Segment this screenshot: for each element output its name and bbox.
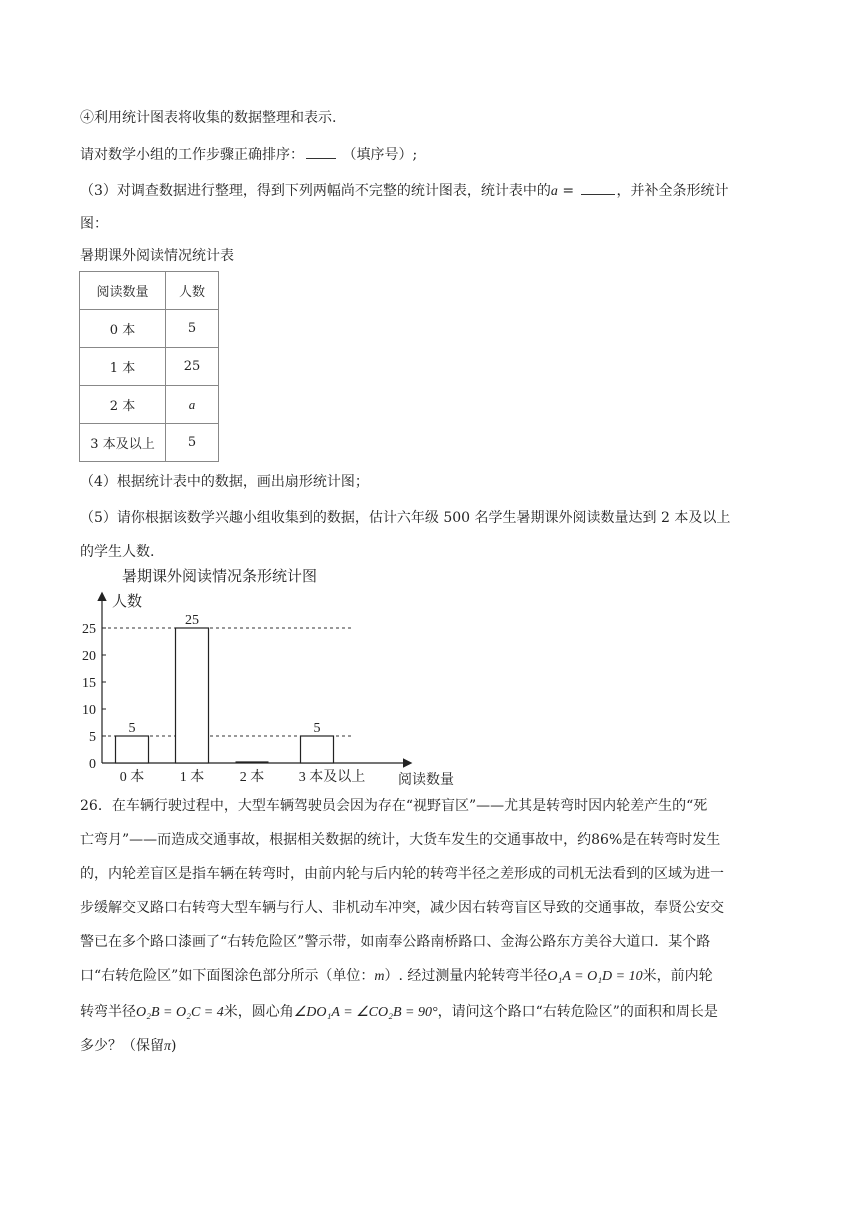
table-title: 暑期课外阅读情况统计表 bbox=[80, 248, 234, 264]
table-row bbox=[80, 424, 219, 462]
problem-26-line-8-a: 多少？（保留 bbox=[80, 1038, 164, 1054]
table-cell: 3 本及以上 bbox=[80, 424, 166, 462]
table-row bbox=[80, 310, 219, 348]
bar bbox=[116, 736, 149, 763]
formula-front-radius: O₂B = O₂C = 4 bbox=[136, 1005, 224, 1020]
y-tick-label: 5 bbox=[89, 730, 96, 745]
x-tick-label: 1 本 bbox=[179, 770, 205, 785]
bar-data-label: 5 bbox=[313, 721, 321, 736]
table-cell: 5 bbox=[166, 424, 219, 462]
y-tick-label: 20 bbox=[82, 649, 96, 664]
table-header-cell: 阅读数量 bbox=[80, 272, 166, 310]
ordering-question bbox=[80, 144, 417, 165]
question-3-suffix: ，并补全条形统计 bbox=[616, 183, 729, 199]
table-cell: 1 本 bbox=[80, 348, 166, 386]
problem-26-line-7-a: 转弯半径 bbox=[80, 1004, 136, 1020]
table-header-cell: 人数 bbox=[166, 272, 219, 310]
x-axis-label: 阅读数量 bbox=[398, 773, 454, 788]
problem-26-line-7-c: ，请问这个路口“右转危险区”的面积和周长是 bbox=[437, 1004, 718, 1020]
question-3-line-1 bbox=[80, 180, 729, 202]
y-axis-label: 人数 bbox=[112, 594, 143, 610]
question-5-line-2: 的学生人数. bbox=[80, 544, 155, 560]
problem-26-line-4: 步缓解交叉路口右转弯大型车辆与行人、非机动车冲突，减少因右转弯盲区导致的交通事故，奉贤公安交 bbox=[80, 900, 724, 916]
x-tick-label: 0 本 bbox=[119, 770, 145, 785]
bar-chart-svg bbox=[60, 560, 480, 790]
problem-26-line-8-end: ) bbox=[171, 1038, 177, 1054]
x-tick-label: 3 本及以上 bbox=[298, 770, 366, 785]
problem-26-line-6-b: ）. 经过测量内轮转弯半径 bbox=[384, 968, 548, 984]
ordering-question-suffix: （填序号）; bbox=[342, 147, 418, 163]
y-tick-label: 10 bbox=[82, 703, 96, 718]
question-5-line-1: （5）请你根据该数学兴趣小组收集到的数据，估计六年级 500 名学生暑期课外阅读数量达到 2 本及以上 bbox=[80, 510, 731, 526]
problem-26-line-3: 的，内轮差盲区是指车辆在转弯时，由前内轮与后内轮的转弯半径之差形成的司机无法看到的区域为进一 bbox=[80, 866, 724, 882]
problem-26-line-5: 警已在多个路口漆画了“右转危险区”警示带，如南奉公路南桥路口、金海公路东方美谷大道口．某个路 bbox=[80, 934, 711, 950]
problem-26-line-8 bbox=[80, 1036, 176, 1057]
unit-m: m bbox=[374, 969, 385, 984]
bar-data-label: 25 bbox=[185, 613, 199, 628]
y-tick-label: 15 bbox=[82, 676, 96, 691]
bar-chart bbox=[60, 560, 480, 790]
question-4: （4）根据统计表中的数据，画出扇形统计图； bbox=[80, 474, 369, 490]
bar bbox=[301, 736, 334, 763]
table-header-row bbox=[80, 272, 219, 310]
variable-a: a bbox=[550, 184, 558, 199]
question-3-line-2: 图： bbox=[80, 216, 108, 232]
table-cell: 2 本 bbox=[80, 386, 166, 424]
problem-26-line-6 bbox=[80, 966, 713, 987]
ordering-question-prefix: 请对数学小组的工作步骤正确排序： bbox=[80, 147, 304, 163]
table-cell: a bbox=[166, 386, 219, 424]
problem-26-line-6-a: 口“右转危险区”如下面图涂色部分所示（单位： bbox=[80, 968, 375, 984]
step-4-text: ④利用统计图表将收集的数据整理和表示. bbox=[80, 110, 337, 126]
pi-symbol: π bbox=[164, 1039, 172, 1054]
bar bbox=[176, 628, 209, 763]
table-row bbox=[80, 348, 219, 386]
problem-26-line-1: 26．在车辆行驶过程中，大型车辆驾驶员会因为存在“视野盲区”——尤其是转弯时因内轮差产生的“死 bbox=[80, 798, 708, 814]
table-cell: 5 bbox=[166, 310, 219, 348]
problem-26-line-7-b: 米，圆心角 bbox=[223, 1004, 294, 1020]
problem-26-line-6-c: 米，前内轮 bbox=[642, 968, 713, 984]
bar-data-label: 5 bbox=[128, 721, 136, 736]
question-3-prefix: （3）对调查数据进行整理，得到下列两幅尚不完整的统计图表，统计表中的 bbox=[80, 183, 551, 199]
formula-angle: ∠DO₁A = ∠CO₂B = 90° bbox=[293, 1005, 438, 1020]
statistics-table bbox=[79, 271, 219, 462]
table-cell: 25 bbox=[166, 348, 219, 386]
table-row bbox=[80, 386, 219, 424]
y-tick-label: 0 bbox=[89, 757, 96, 772]
x-tick-label: 2 本 bbox=[239, 770, 265, 785]
answer-blank-a[interactable] bbox=[581, 180, 615, 195]
formula-inner-radius: O₁A = O₁D = 10 bbox=[547, 969, 643, 984]
problem-26-line-7 bbox=[80, 1002, 718, 1023]
table-cell: 0 本 bbox=[80, 310, 166, 348]
problem-26-line-2: 亡弯月”——而造成交通事故，根据相关数据的统计，大货车发生的交通事故中，约86%是在转弯时发生 bbox=[80, 832, 721, 848]
answer-blank-order[interactable] bbox=[306, 144, 336, 159]
chart-title: 暑期课外阅读情况条形统计图 bbox=[122, 569, 318, 585]
y-tick-label: 25 bbox=[82, 622, 96, 637]
equals-sign: = bbox=[557, 183, 579, 199]
